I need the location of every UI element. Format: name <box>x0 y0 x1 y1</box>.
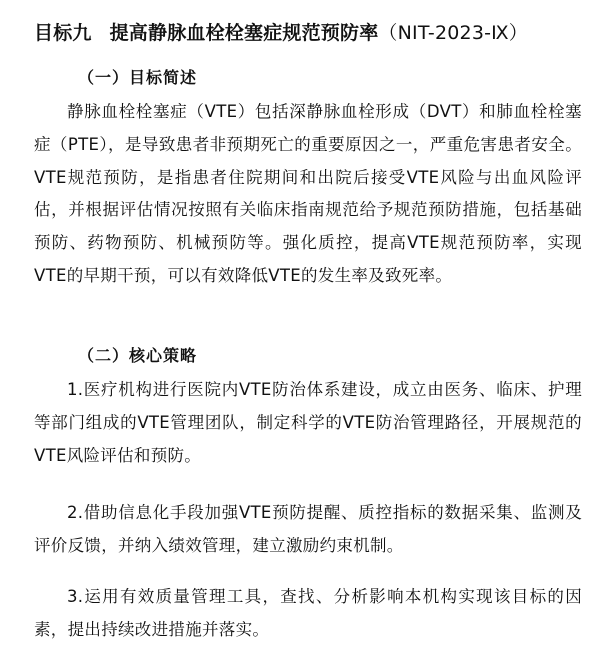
summary-text: 静脉血栓栓塞症（VTE）包括深静脉血栓形成（DVT）和肺血栓栓塞症（PTE），是导致患者非预期死亡的重要原因之一，严重危害患者安全。VTE规范预防，是指患者住院期间和出院后接受VTE风险与出血风险评估，并根据评估情况按照有关临床指南规范给予规范预防措施，包括基础预防、药物预防、机械预防等。强化质控，提高VTE规范预防率，实现VTE的早期干预，可以有效降低VTE的发生率及致死率。 <box>34 102 582 285</box>
goal-code: （NIT-2023-Ⅸ） <box>378 22 528 44</box>
section-heading-strategy: （二）核心策略 <box>78 346 198 365</box>
summary-paragraph <box>34 96 582 293</box>
strategy-2-text: 2.借助信息化手段加强VTE预防提醒、质控指标的数据采集、监测及评价反馈，并纳入绩效管理，建立激励约束机制。 <box>34 503 582 555</box>
strategy-paragraph-2 <box>34 497 582 563</box>
strategy-3-text: 3.运用有效质量管理工具，查找、分析影响本机构实现该目标的因素，提出持续改进措施并落实。 <box>34 587 582 639</box>
goal-title <box>34 18 528 45</box>
section-heading-summary: （一）目标简述 <box>78 68 198 87</box>
goal-number: 目标九 <box>34 22 92 44</box>
strategy-1-text: 1.医疗机构进行医院内VTE防治体系建设，成立由医务、临床、护理等部门组成的VTE管理团队，制定科学的VTE防治管理路径，开展规范的VTE风险评估和预防。 <box>34 380 582 465</box>
strategy-paragraph-3 <box>34 581 582 647</box>
goal-title-text: 提高静脉血栓栓塞症规范预防率 <box>109 22 379 44</box>
strategy-paragraph-1 <box>34 374 582 472</box>
